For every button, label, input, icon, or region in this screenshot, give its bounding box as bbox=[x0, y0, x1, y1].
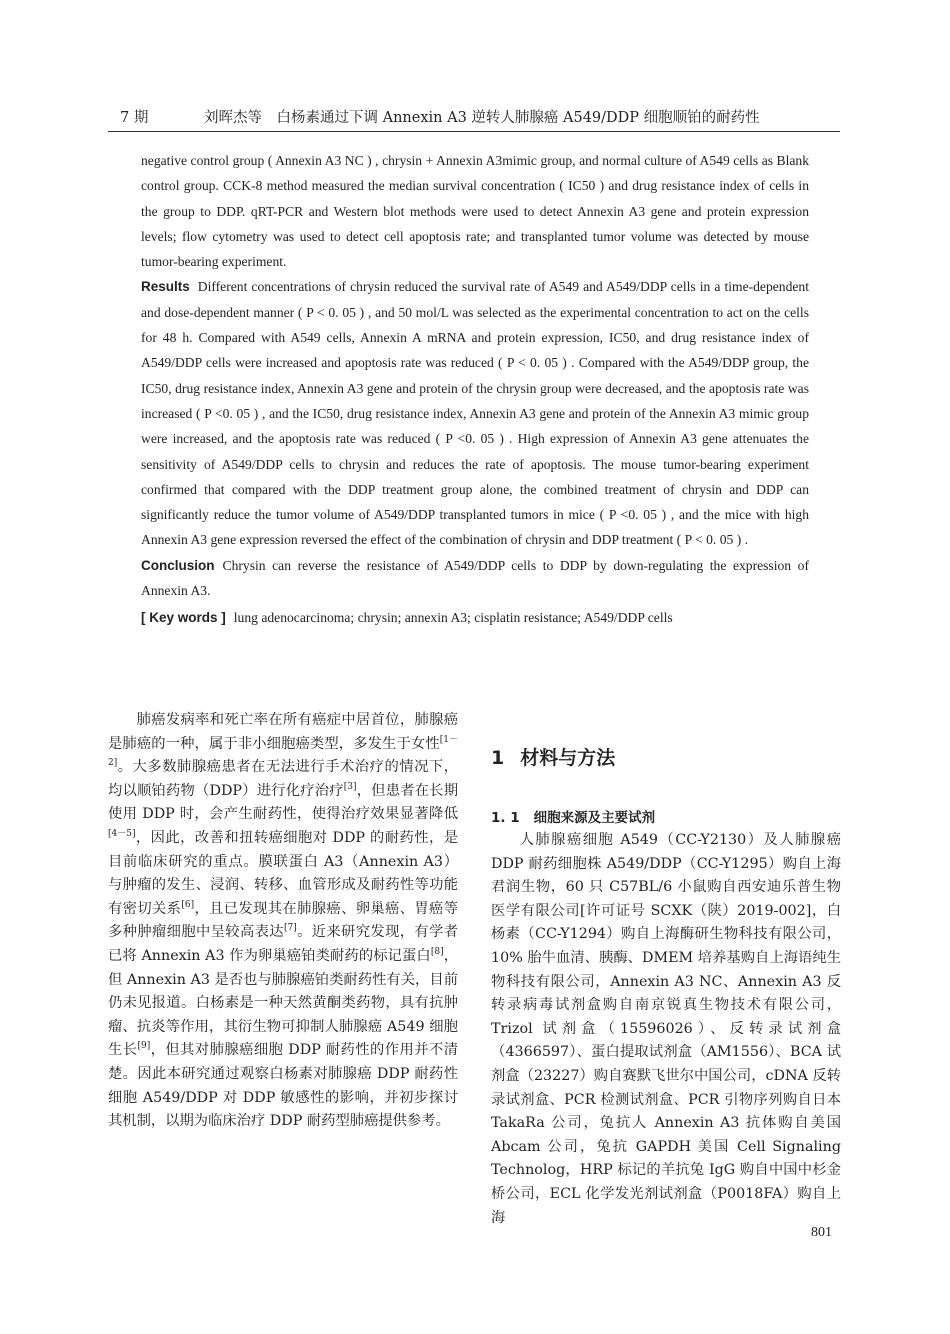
citation-ref: [9] bbox=[137, 1041, 151, 1052]
intro-text-8: ，但其对肺腺癌细胞 DDP 耐药性的作用并不清楚。因此本研究通过观察白杨素对肺腺癌 DDP 耐药性细胞 A549/DDP 对 DDP 敏感性的影响，并初步探讨其机制，以期为临床治疗 DDP 耐药型肺癌提供参考。 bbox=[108, 1042, 459, 1130]
abstract-results bbox=[141, 274, 809, 552]
page-number: 801 bbox=[811, 1225, 832, 1240]
running-header bbox=[108, 106, 840, 128]
intro-text-6: 。近来研究发现，有学者已将 Annexin A3 作为卵巢癌铂类耐药的标记蛋白 bbox=[108, 924, 459, 964]
section-title: 材料与方法 bbox=[520, 747, 616, 769]
intro-text-1: 肺癌发病率和死亡率在所有癌症中居首位，肺腺癌是肺癌的一种，属于非小细胞癌类型，多发生于女性 bbox=[108, 712, 458, 752]
citation-ref: [6] bbox=[181, 899, 195, 910]
keywords bbox=[141, 605, 809, 630]
abstract-methods-tail: negative control group ( Annexin A3 NC ) , chrysin + Annexin A3mimic group, and normal culture of A549 cells as Blank control group. CCK-8 method measured the median survival concentration ( IC50 ) and drug resistance index of cells in the group to DDP. qRT-PCR and Western blot methods were used to detect Annexin A3 gene and protein expression levels; flow cytometry was used to detect cell apoptosis rate; and transplanted tumor volume was detected by mouse tumor-bearing experiment. bbox=[141, 153, 809, 270]
section-number: 1 bbox=[491, 747, 505, 769]
intro-column bbox=[108, 709, 458, 1134]
intro-text-3: ，但患者在长期使用 DDP 时，会产生耐药性，使得治疗效果显著降低 bbox=[108, 782, 458, 823]
keywords-label: [ Key words ] bbox=[141, 610, 226, 626]
conclusion-label: Conclusion bbox=[141, 557, 215, 573]
running-title: 刘晖杰等 白杨素通过下调 Annexin A3 逆转人肺腺癌 A549/DDP 细胞顺铂的耐药性 bbox=[204, 110, 760, 126]
abstract-conclusion bbox=[141, 553, 809, 604]
issue-number: 7 期 bbox=[120, 110, 149, 126]
results-label: Results bbox=[141, 279, 190, 295]
methods-paragraph: 人肺腺癌细胞 A549（CC-Y2130）及人肺腺癌 DDP 耐药细胞株 A549/DDP（CC-Y1295）购自上海君润生物，60 只 C57BL/6 小鼠购自西安迪乐普生物医学有限公司[许可证号 SCXK（陕）2019-002]，白杨素（CC-Y1294）购自上海酶研生物科技有限公司，10% 胎牛血清、胰酶、DMEM 培养基购自上海语纯生物科技有限公司，Annexin A3 NC、Annexin A3 反转录病毒试剂盒购自南京锐真生物技术有限公司，Trizol 试剂盒（15596026）、反转录试剂盒（4366597）、蛋白提取试剂盒（AM1556）、BCA 试剂盒（23227）购自赛默飞世尔中国公司，cDNA 反转录试剂盒、PCR 检测试剂盒、PCR 引物序列购自日本 TakaRa 公司，兔抗人 Annexin A3 抗体购自美国 Abcam 公司，兔抗 GAPDH 美国 Cell Signaling Technolog，HRP 标记的羊抗兔 IgG 购自中国中杉金桥公司，ECL 化学发光剂试剂盒（P0018FA）购自上海 bbox=[491, 832, 841, 1226]
methods-column bbox=[491, 829, 841, 1230]
intro-text-7: ，但 Annexin A3 是否也与肺腺癌铂类耐药性有关，目前仍未见报道。白杨素是一种天然黄酮类药物，具有抗肿瘤、抗炎等作用，其衍生物可抑制人肺腺癌 A549 细胞生长 bbox=[108, 947, 458, 1059]
citation-ref: [8] bbox=[430, 947, 444, 958]
intro-text-2: 。大多数肺腺癌患者在无法进行手术治疗的情况下，均以顺铂药物（DDP）进行化疗治疗 bbox=[108, 759, 458, 799]
citation-ref: [4－5] bbox=[108, 829, 136, 840]
english-abstract bbox=[141, 148, 809, 631]
results-text: Different concentrations of chrysin reduced the survival rate of A549 and A549/DDP cells in a time-dependent and dose-dependent manner ( P < 0. 05 ) , and 50 mol/L was selected as the experimental concentration to act on the cells for 48 h. Compared with A549 cells, Annexin A mRNA and protein expression, IC50, and drug resistance index of A549/DDP cells were increased and apoptosis rate was reduced ( P < 0. 05 ) . Compared with the A549/DDP group, the IC50, drug resistance index, Annexin A3 gene and protein of the chrysin group were decreased, and the apoptosis rate was increased ( P <0. 05 ) , and the IC50, drug resistance index, Annexin A3 gene and protein of the Annexin A3 mimic group were increased, and the apoptosis rate was reduced ( P <0. 05 ) . High expression of Annexin A3 gene attenuates the sensitivity of A549/DDP cells to chrysin and reduces the rate of apoptosis. The mouse tumor-bearing experiment confirmed that compared with the DDP treatment group alone, the combined treatment of chrysin and DDP can significantly reduce the tumor volume of A549/DDP transplanted tumors in mice ( P <0. 05 ) , and the mice with high Annexin A3 gene expression reversed the effect of the combination of chrysin and DDP treatment ( P < 0. 05 ) . bbox=[141, 279, 809, 548]
header-rule bbox=[108, 131, 840, 132]
subsection-number: 1. 1 bbox=[491, 810, 520, 826]
subsection-heading bbox=[491, 806, 655, 826]
conclusion-text: Chrysin can reverse the resistance of A549/DDP cells to DDP by down-regulating the expression of Annexin A3. bbox=[141, 557, 809, 599]
intro-text-5: ，且已发现其在肺腺癌、卵巢癌、胃癌等多种肿瘤细胞中呈较高表达 bbox=[108, 900, 459, 941]
keywords-text: lung adenocarcinoma; chrysin; annexin A3; cisplatin resistance; A549/DDP cells bbox=[233, 610, 673, 626]
intro-paragraph bbox=[108, 709, 458, 1134]
intro-text-4: ，因此，改善和扭转癌细胞对 DDP 的耐药性，是目前临床研究的重点。膜联蛋白 A3（Annexin A3）与肿瘤的发生、浸润、转移、血管形成及耐药性等功能有密切关系 bbox=[108, 829, 458, 917]
citation-ref: [1－2] bbox=[108, 734, 458, 769]
citation-ref: [7] bbox=[283, 923, 297, 934]
citation-ref: [3] bbox=[343, 782, 357, 793]
section-heading bbox=[491, 743, 615, 770]
subsection-title: 细胞来源及主要试剂 bbox=[533, 810, 656, 826]
